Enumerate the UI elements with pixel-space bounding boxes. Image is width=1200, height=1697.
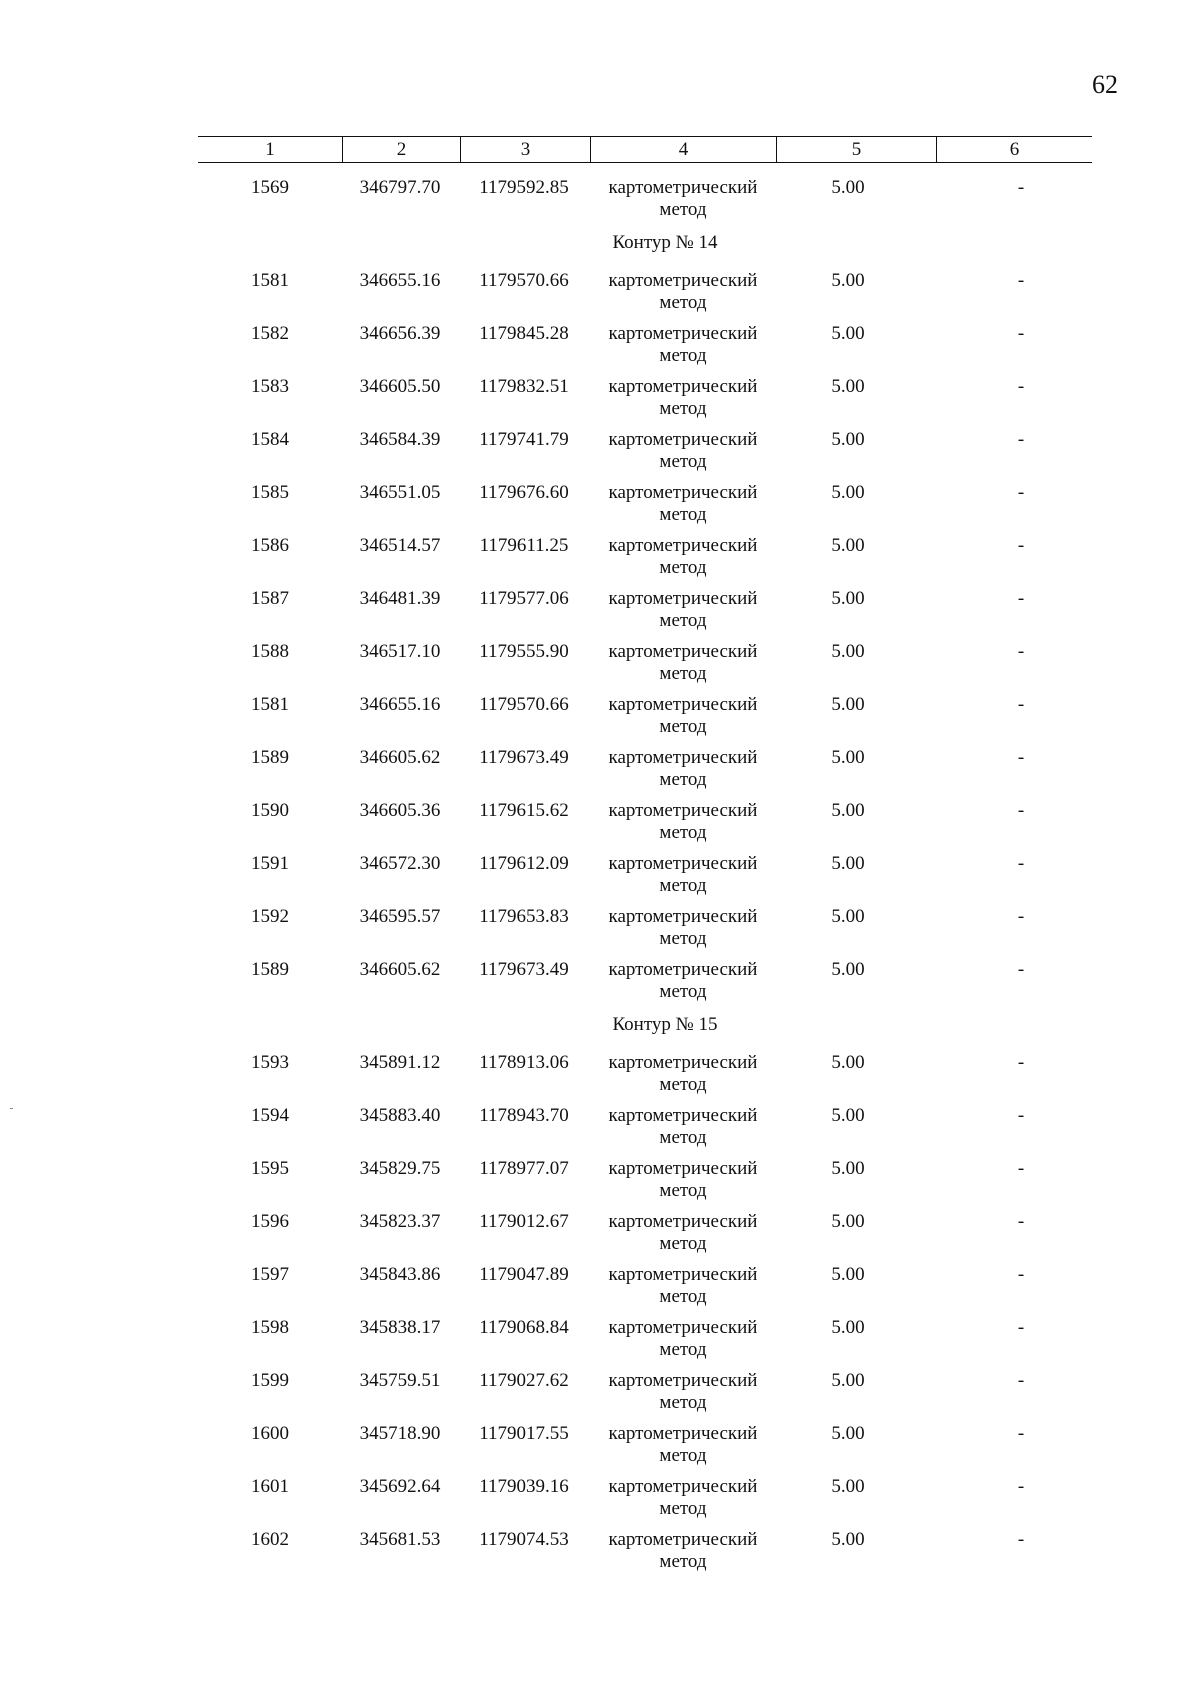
description-value: - [1017, 1211, 1025, 1232]
method-line-1: картометрический [608, 906, 758, 927]
precision-value: 5.00 [831, 376, 865, 397]
method-line-1: картометрический [608, 376, 758, 397]
description-value: - [1017, 694, 1025, 715]
point-number: 1593 [251, 1052, 289, 1073]
method-cell [590, 535, 776, 579]
coordinate-x: 345838.17 [359, 1317, 441, 1338]
description-value: - [1017, 641, 1025, 662]
method-line-2: метод [659, 451, 707, 472]
precision-value: 5.00 [831, 959, 865, 980]
method-line-2: метод [659, 875, 707, 896]
point-number: 1586 [251, 535, 289, 556]
scan-speck [10, 1108, 13, 1109]
method-line-2: метод [659, 1339, 707, 1360]
coordinate-x: 345718.90 [359, 1423, 441, 1444]
method-line-1: картометрический [608, 270, 758, 291]
precision-value: 5.00 [831, 177, 865, 198]
method-cell [590, 800, 776, 844]
table-row [198, 848, 1092, 901]
description-value: - [1017, 1264, 1025, 1285]
coordinate-x: 345883.40 [359, 1105, 441, 1126]
method-cell [590, 270, 776, 314]
method-line-1: картометрический [608, 1529, 758, 1550]
method-cell [590, 747, 776, 791]
method-line-1: картометрический [608, 641, 758, 662]
table-header [198, 136, 1092, 163]
header-col-5: 5 [776, 137, 936, 162]
method-line-2: метод [659, 1074, 707, 1095]
table-row [198, 1153, 1092, 1206]
method-line-1: картометрический [608, 177, 758, 198]
table-row [198, 689, 1092, 742]
description-value: - [1017, 323, 1025, 344]
table-row [198, 530, 1092, 583]
description-value: - [1017, 429, 1025, 450]
point-number: 1594 [251, 1105, 289, 1126]
method-line-1: картометрический [608, 1317, 758, 1338]
coordinate-x: 346655.16 [359, 694, 441, 715]
contour-heading-row [198, 225, 1092, 265]
point-number: 1601 [251, 1476, 289, 1497]
coordinate-x: 345823.37 [359, 1211, 441, 1232]
point-number: 1581 [251, 694, 289, 715]
method-line-2: метод [659, 345, 707, 366]
point-number: 1582 [251, 323, 289, 344]
precision-value: 5.00 [831, 535, 865, 556]
point-number: 1583 [251, 376, 289, 397]
point-number: 1587 [251, 588, 289, 609]
header-col-3: 3 [460, 137, 590, 162]
description-value: - [1017, 177, 1025, 198]
description-value: - [1017, 853, 1025, 874]
method-line-1: картометрический [608, 853, 758, 874]
coordinate-x: 346605.62 [359, 959, 441, 980]
method-line-2: метод [659, 928, 707, 949]
coordinate-x: 346655.16 [359, 270, 441, 291]
precision-value: 5.00 [831, 1052, 865, 1073]
method-line-2: метод [659, 822, 707, 843]
point-number: 1569 [251, 177, 289, 198]
precision-value: 5.00 [831, 1476, 865, 1497]
coordinate-x: 346481.39 [359, 588, 441, 609]
method-cell [590, 429, 776, 473]
method-cell [590, 853, 776, 897]
coordinate-x: 345681.53 [359, 1529, 441, 1550]
description-value: - [1017, 1317, 1025, 1338]
method-cell [590, 959, 776, 1003]
table-row [198, 901, 1092, 954]
table-row [198, 1524, 1092, 1577]
method-line-2: метод [659, 769, 707, 790]
method-cell [590, 1370, 776, 1414]
point-number: 1595 [251, 1158, 289, 1179]
coordinate-x: 346605.62 [359, 747, 441, 768]
method-line-1: картометрический [608, 1052, 758, 1073]
method-cell [590, 906, 776, 950]
coordinate-x: 345891.12 [359, 1052, 441, 1073]
description-value: - [1017, 800, 1025, 821]
description-value: - [1017, 1476, 1025, 1497]
precision-value: 5.00 [831, 694, 865, 715]
description-value: - [1017, 959, 1025, 980]
point-number: 1590 [251, 800, 289, 821]
description-value: - [1017, 1105, 1025, 1126]
coordinate-y: 1179592.85 [479, 177, 569, 198]
coordinate-y: 1179845.28 [479, 323, 569, 344]
method-line-1: картометрический [608, 1211, 758, 1232]
table-row [198, 1418, 1092, 1471]
coordinate-x: 346605.50 [359, 376, 441, 397]
method-cell [590, 588, 776, 632]
table-row [198, 1047, 1092, 1100]
precision-value: 5.00 [831, 323, 865, 344]
method-line-1: картометрический [608, 1476, 758, 1497]
table-row [198, 424, 1092, 477]
method-line-2: метод [659, 1551, 707, 1572]
table-row [198, 318, 1092, 371]
method-line-1: картометрический [608, 959, 758, 980]
table-row [198, 742, 1092, 795]
method-line-2: метод [659, 292, 707, 313]
coordinate-y: 1179741.79 [479, 429, 569, 450]
point-number: 1588 [251, 641, 289, 662]
coordinate-x: 345692.64 [359, 1476, 441, 1497]
method-line-2: метод [659, 663, 707, 684]
description-value: - [1017, 1370, 1025, 1391]
method-line-2: метод [659, 199, 707, 220]
table-row [198, 1259, 1092, 1312]
precision-value: 5.00 [831, 1158, 865, 1179]
coordinate-y: 1179612.09 [479, 853, 569, 874]
method-cell [590, 1423, 776, 1467]
description-value: - [1017, 906, 1025, 927]
contour-title: Контур № 15 [612, 1014, 718, 1035]
coordinate-x: 346797.70 [359, 177, 441, 198]
header-col-6: 6 [936, 137, 1092, 162]
method-line-2: метод [659, 504, 707, 525]
method-cell [590, 1476, 776, 1520]
point-number: 1597 [251, 1264, 289, 1285]
table-row [198, 1312, 1092, 1365]
precision-value: 5.00 [831, 641, 865, 662]
point-number: 1589 [251, 959, 289, 980]
coordinate-y: 1179673.49 [479, 747, 569, 768]
method-cell [590, 694, 776, 738]
point-number: 1584 [251, 429, 289, 450]
header-col-1: 1 [265, 139, 275, 160]
coordinate-y: 1179068.84 [479, 1317, 569, 1338]
precision-value: 5.00 [831, 1423, 865, 1444]
method-cell [590, 1158, 776, 1202]
point-number: 1581 [251, 270, 289, 291]
description-value: - [1017, 1529, 1025, 1550]
precision-value: 5.00 [831, 1211, 865, 1232]
coordinate-x: 345759.51 [359, 1370, 441, 1391]
point-number: 1591 [251, 853, 289, 874]
table-row [198, 954, 1092, 1007]
method-line-1: картометрический [608, 588, 758, 609]
method-cell [590, 641, 776, 685]
precision-value: 5.00 [831, 482, 865, 503]
method-line-1: картометрический [608, 1158, 758, 1179]
description-value: - [1017, 1423, 1025, 1444]
method-line-2: метод [659, 981, 707, 1002]
method-line-1: картометрический [608, 1423, 758, 1444]
coordinate-x: 346551.05 [359, 482, 441, 503]
page-number: 62 [1092, 70, 1118, 99]
method-line-1: картометрический [608, 1370, 758, 1391]
method-cell [590, 1052, 776, 1096]
coordinate-y: 1179570.66 [479, 270, 569, 291]
point-number: 1599 [251, 1370, 289, 1391]
contour-title: Контур № 14 [612, 232, 718, 253]
coordinate-y: 1179676.60 [479, 482, 569, 503]
description-value: - [1017, 482, 1025, 503]
coordinate-y: 1179615.62 [479, 800, 569, 821]
method-line-1: картометрический [608, 429, 758, 450]
method-cell [590, 1317, 776, 1361]
precision-value: 5.00 [831, 429, 865, 450]
coordinate-x: 346514.57 [359, 535, 441, 556]
header-col-2: 2 [342, 137, 460, 162]
table-row [198, 1100, 1092, 1153]
method-cell [590, 376, 776, 420]
contour-heading-row [198, 1007, 1092, 1047]
description-value: - [1017, 747, 1025, 768]
description-value: - [1017, 270, 1025, 291]
method-line-2: метод [659, 1127, 707, 1148]
description-value: - [1017, 376, 1025, 397]
coordinate-y: 1179555.90 [479, 641, 569, 662]
description-value: - [1017, 1052, 1025, 1073]
table-body [198, 172, 1092, 1577]
table-row [198, 265, 1092, 318]
point-number: 1596 [251, 1211, 289, 1232]
description-value: - [1017, 535, 1025, 556]
method-line-1: картометрический [608, 1264, 758, 1285]
method-cell [590, 1211, 776, 1255]
description-value: - [1017, 588, 1025, 609]
method-cell [590, 482, 776, 526]
method-line-2: метод [659, 1445, 707, 1466]
precision-value: 5.00 [831, 588, 865, 609]
precision-value: 5.00 [831, 1317, 865, 1338]
table-row [198, 477, 1092, 530]
coordinate-x: 346595.57 [359, 906, 441, 927]
coordinate-y: 1179611.25 [479, 535, 569, 556]
coordinate-y: 1179673.49 [479, 959, 569, 980]
method-line-1: картометрический [608, 1105, 758, 1126]
method-line-2: метод [659, 1498, 707, 1519]
method-line-2: метод [659, 1392, 707, 1413]
table-row [198, 1206, 1092, 1259]
coordinate-x: 346517.10 [359, 641, 441, 662]
point-number: 1585 [251, 482, 289, 503]
header-col-4: 4 [590, 137, 776, 162]
table-row [198, 1471, 1092, 1524]
coordinate-x: 345829.75 [359, 1158, 441, 1179]
method-line-2: метод [659, 398, 707, 419]
method-line-1: картометрический [608, 323, 758, 344]
point-number: 1592 [251, 906, 289, 927]
coordinate-y: 1179017.55 [479, 1423, 569, 1444]
coordinate-x: 345843.86 [359, 1264, 441, 1285]
table-row [198, 1365, 1092, 1418]
method-line-1: картометрический [608, 535, 758, 556]
method-cell [590, 1105, 776, 1149]
method-line-1: картометрический [608, 800, 758, 821]
coordinate-y: 1179047.89 [479, 1264, 569, 1285]
precision-value: 5.00 [831, 270, 865, 291]
method-cell [590, 1529, 776, 1573]
table-row [198, 172, 1092, 225]
method-line-2: метод [659, 1286, 707, 1307]
point-number: 1589 [251, 747, 289, 768]
precision-value: 5.00 [831, 1105, 865, 1126]
coordinate-y: 1178913.06 [479, 1052, 569, 1073]
coordinate-x: 346572.30 [359, 853, 441, 874]
coordinate-x: 346656.39 [359, 323, 441, 344]
method-cell [590, 177, 776, 221]
coordinate-x: 346605.36 [359, 800, 441, 821]
coordinate-y: 1179074.53 [479, 1529, 569, 1550]
method-cell [590, 1264, 776, 1308]
coordinate-y: 1178943.70 [479, 1105, 569, 1126]
coordinate-y: 1179653.83 [479, 906, 569, 927]
precision-value: 5.00 [831, 747, 865, 768]
description-value: - [1017, 1158, 1025, 1179]
precision-value: 5.00 [831, 1370, 865, 1391]
coordinate-x: 346584.39 [359, 429, 441, 450]
method-line-2: метод [659, 610, 707, 631]
point-number: 1600 [251, 1423, 289, 1444]
method-line-2: метод [659, 1180, 707, 1201]
coordinate-y: 1179027.62 [479, 1370, 569, 1391]
precision-value: 5.00 [831, 800, 865, 821]
precision-value: 5.00 [831, 1264, 865, 1285]
method-cell [590, 323, 776, 367]
coordinate-y: 1179832.51 [479, 376, 569, 397]
coordinate-y: 1179039.16 [479, 1476, 569, 1497]
table-row [198, 371, 1092, 424]
table-row [198, 795, 1092, 848]
point-number: 1598 [251, 1317, 289, 1338]
method-line-1: картометрический [608, 482, 758, 503]
method-line-2: метод [659, 1233, 707, 1254]
method-line-2: метод [659, 716, 707, 737]
coordinate-y: 1179577.06 [479, 588, 569, 609]
method-line-2: метод [659, 557, 707, 578]
coordinate-y: 1179570.66 [479, 694, 569, 715]
point-number: 1602 [251, 1529, 289, 1550]
precision-value: 5.00 [831, 906, 865, 927]
table-row [198, 636, 1092, 689]
coordinate-y: 1179012.67 [479, 1211, 569, 1232]
method-line-1: картометрический [608, 694, 758, 715]
table-row [198, 583, 1092, 636]
method-line-1: картометрический [608, 747, 758, 768]
precision-value: 5.00 [831, 853, 865, 874]
coordinate-y: 1178977.07 [479, 1158, 569, 1179]
precision-value: 5.00 [831, 1529, 865, 1550]
